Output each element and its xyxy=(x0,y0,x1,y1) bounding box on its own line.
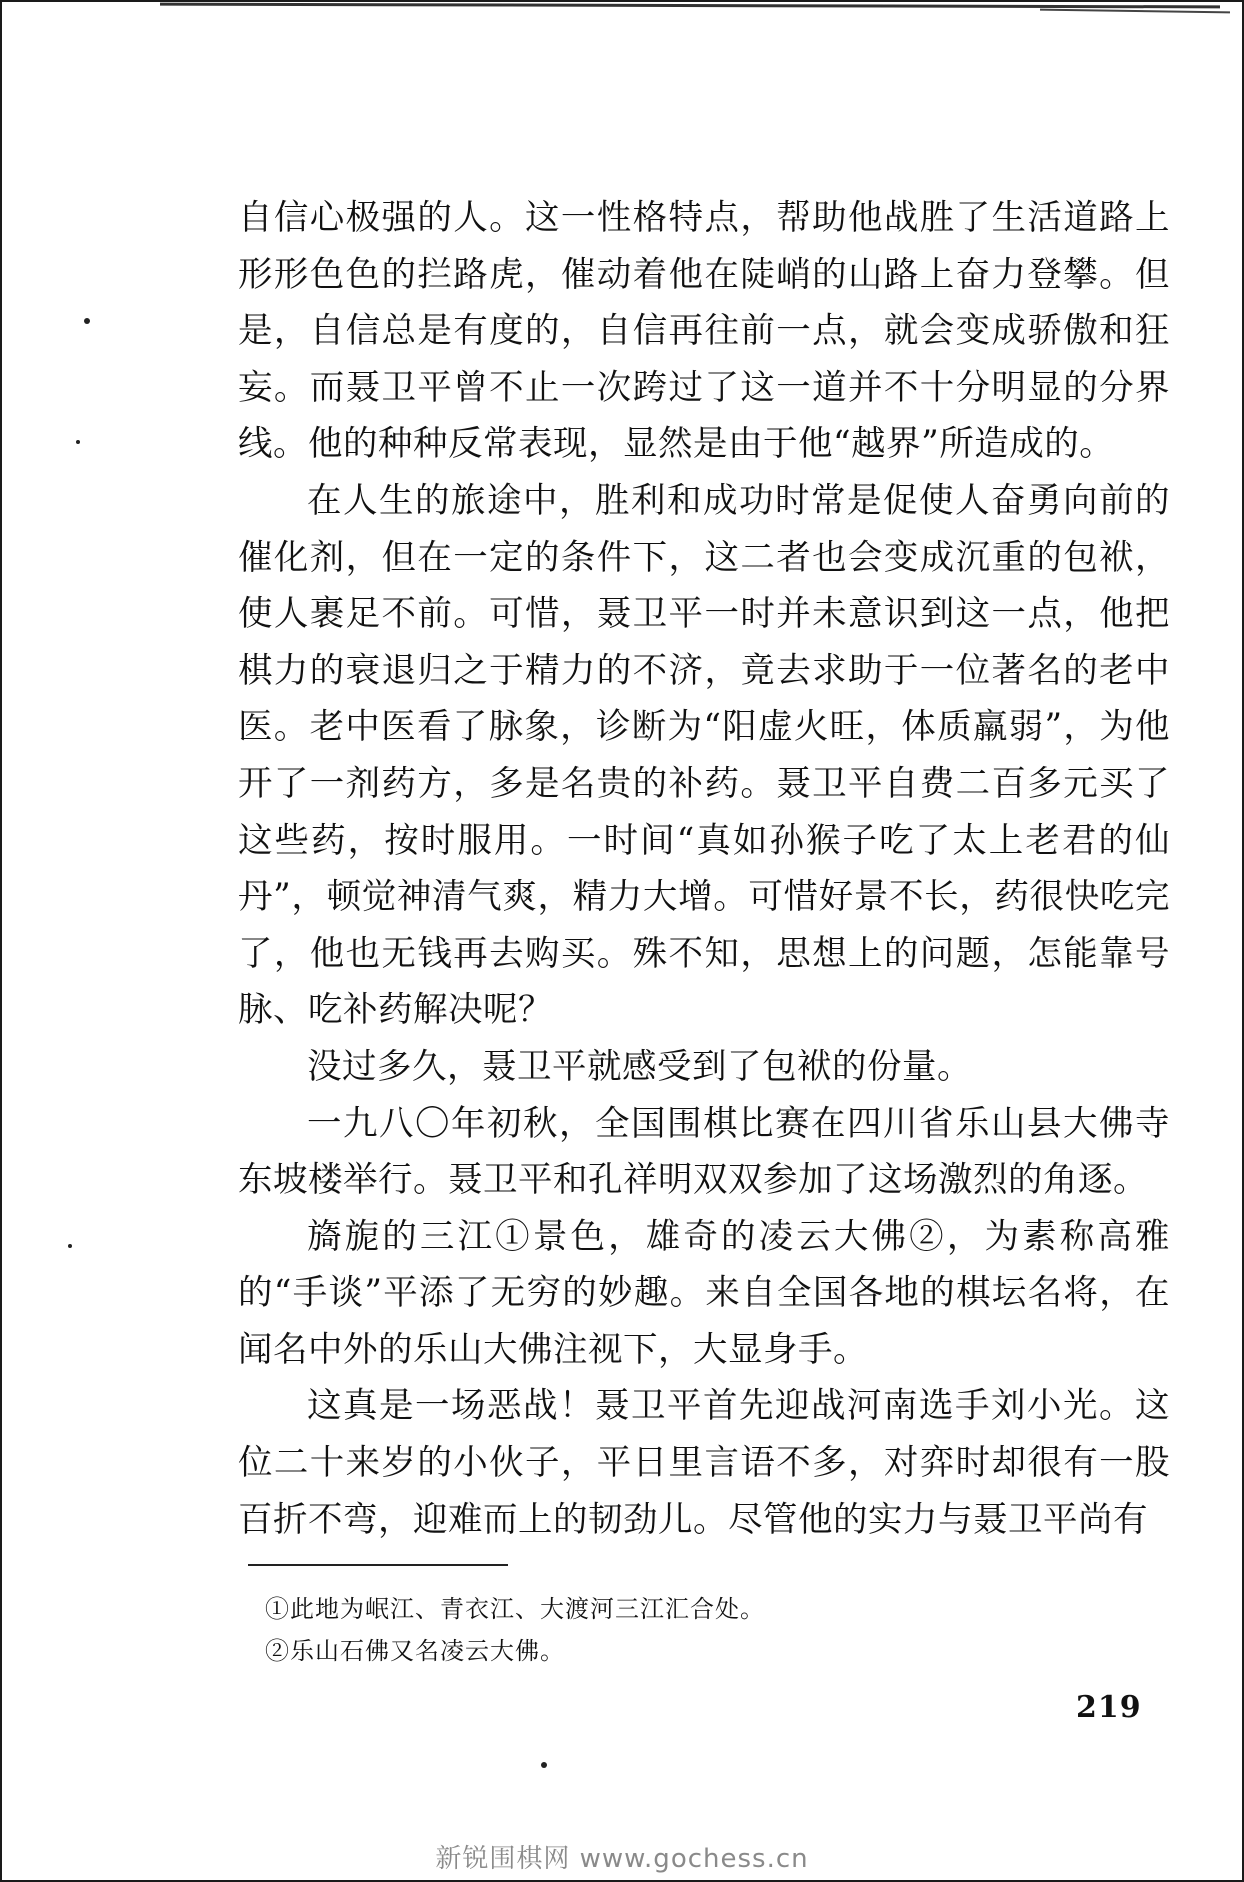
footnote-1: ①此地为岷江、青衣江、大渡河三江汇合处。 xyxy=(265,1595,765,1623)
paragraph-4: 一九八〇年初秋，全国围棋比赛在四川省乐山县大佛寺东坡楼举行。聂卫平和孔祥明双双参加了这场激烈的角逐。 xyxy=(238,1103,1170,1201)
paragraph-1: 自信心极强的人。这一性格特点，帮助他战胜了生活道路上形形色色的拦路虎，催动着他在陡峭的山路上奋力登攀。但是，自信总是有度的，自信再往前一点，就会变成骄傲和狂妄。而聂卫平曾不止一次跨过了这一道并不十分明显的分界线。他的种种反常表现，显然是由于他“越界”所造成的。 xyxy=(238,198,1170,465)
footnotes xyxy=(265,1588,1145,1672)
scan-speck xyxy=(76,440,80,444)
scan-speck xyxy=(84,318,90,324)
page-number: 219 xyxy=(1076,1690,1142,1725)
paragraph-3: 没过多久，聂卫平就感受到了包袱的份量。 xyxy=(307,1046,972,1087)
scan-speck xyxy=(68,1244,72,1248)
body-text xyxy=(238,190,1170,1548)
watermark: 新锐围棋网 www.gochess.cn xyxy=(435,1844,809,1874)
paragraph-2: 在人生的旅途中，胜利和成功时常是促使人奋勇向前的催化剂，但在一定的条件下，这二者也会变成沉重的包袱，使人裹足不前。可惜，聂卫平一时并未意识到这一点，他把棋力的衰退归之于精力的不济，竟去求助于一位著名的老中医。老中医看了脉象，诊断为“阳虚火旺，体质羸弱”，为他开了一剂药方，多是名贵的补药。聂卫平自费二百多元买了这些药，按时服用。一时间“真如孙猴子吃了太上老君的仙丹”，顿觉神清气爽，精力大增。可惜好景不长，药很快吃完了，他也无钱再去购买。殊不知，思想上的问题，怎能靠号脉、吃补药解决呢？ xyxy=(238,480,1170,1031)
paragraph-5: 旖旎的三江①景色，雄奇的凌云大佛②，为素称高雅的“手谈”平添了无穷的妙趣。来自全国各地的棋坛名将，在闻名中外的乐山大佛注视下，大显身手。 xyxy=(238,1216,1170,1370)
paragraph-6: 这真是一场恶战！聂卫平首先迎战河南选手刘小光。这位二十来岁的小伙子，平日里言语不多，对弈时却很有一股百折不弯，迎难而上的韧劲儿。尽管他的实力与聂卫平尚有 xyxy=(238,1386,1170,1540)
footnote-2: ②乐山石佛又名凌云大佛。 xyxy=(265,1637,565,1665)
scan-speck xyxy=(541,1762,547,1768)
footnote-separator xyxy=(248,1564,508,1566)
